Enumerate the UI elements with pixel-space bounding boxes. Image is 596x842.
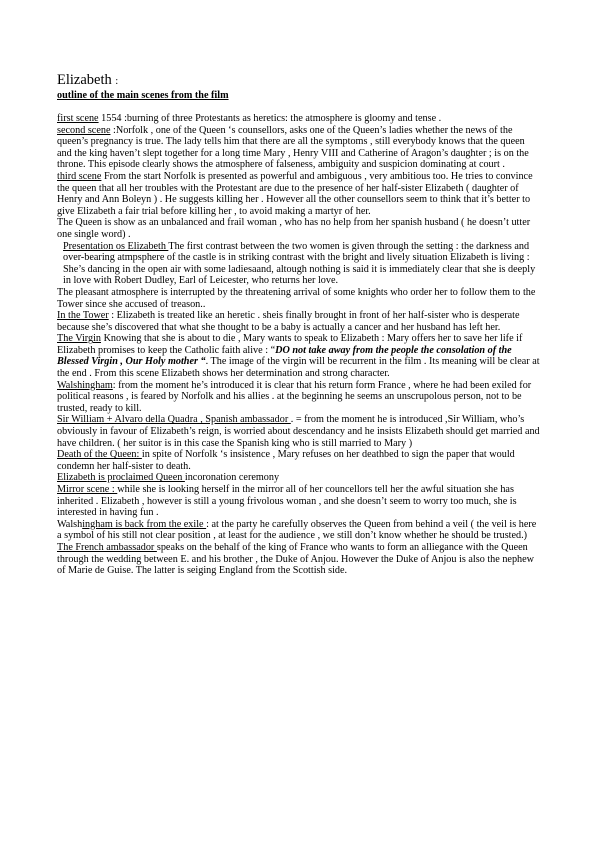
paragraph-text: From the start Norfolk is presented as powerful and ambiguous , very ambitious too. He tries to convince the queen that all her troubles with the Protestant are due to the presence of her half-sister Elizabeth ( daughter of Henry and Ann Boleyn ) . He suggests killing her . However all the other counsellors seem to think that it’s better to give Elizabeth a fair trial before killing her , to avoid making a martyr of her. bbox=[57, 170, 533, 217]
scene-heading: Walshingham bbox=[57, 379, 113, 391]
paragraph-the-virgin bbox=[57, 333, 541, 379]
paragraph-text: 1554 :burning of three Protestants as heretics: the atmosphere is gloomy and tense . bbox=[98, 113, 442, 124]
paragraph-third-scene bbox=[57, 171, 541, 217]
paragraph-death-of-queen bbox=[57, 449, 541, 472]
paragraph-second-scene bbox=[57, 125, 541, 171]
title-text: Elizabeth bbox=[57, 72, 112, 88]
paragraph-first-scene bbox=[57, 113, 541, 125]
title-colon: : bbox=[115, 76, 119, 87]
paragraph-sir-william bbox=[57, 414, 541, 449]
paragraph-walshingham bbox=[57, 380, 541, 415]
paragraph-text: The pleasant atmosphere is interrupted by the threatening arrival of some knights who order her to follow them to the Tower since she accused of treason.. bbox=[57, 286, 536, 310]
paragraph-text: in spite of Norfolk ‘s insistence , Mary refuses on her deathbed to sign the paper that would condemn her half-sister to death. bbox=[57, 449, 515, 472]
paragraph-text: : from the moment he’s introduced it is clear that his return form France , where he had been exiled for political reasons , is feared by Norfolk and his allies . at the beginning he seems an unscrupolous person, not to be trusted, ready to kill. bbox=[57, 379, 532, 414]
paragraph-text: incoronation ceremony bbox=[184, 472, 280, 484]
paragraph-text: Knowing that she is about to die , Mary wants to speak to Elizabeth : Mary offers her to save her life if Elizabeth promises to keep the Catholic faith alive : “ bbox=[57, 333, 523, 356]
scene-heading: The Virgin bbox=[57, 333, 102, 345]
paragraph-text: The first contrast between the two women is given through the setting : the darkness and over-bearing atmpsphere of the castle is in striking contrast with the bright and lively situation Elizabeth is living : She’s dancing in the open air with some ladiesaand, altough nothing is said it is immediately clear that she is deeply in love with Robert Dudley, Earl of Leicester, who returns her love. bbox=[63, 240, 536, 287]
document-title bbox=[57, 72, 541, 90]
paragraph-queen-description bbox=[57, 217, 541, 240]
paragraph-mirror-scene bbox=[57, 484, 541, 519]
scene-heading: Elizabeth is proclaimed Queen bbox=[57, 472, 185, 484]
scene-heading: second scene bbox=[57, 124, 111, 136]
paragraph-walshingham-back bbox=[57, 519, 541, 542]
paragraph-tail: . The image of the virgin will be recurrent in the film . Its meaning will be clear at the end . From this scene Elizabeth shows her determination and strong character. bbox=[57, 356, 540, 380]
paragraph-in-the-tower bbox=[57, 310, 541, 333]
scene-heading: In the Tower bbox=[57, 310, 109, 322]
scene-heading: third scene bbox=[57, 170, 102, 182]
paragraph-pleasant-atmosphere bbox=[57, 287, 541, 310]
scene-heading: ingham is back from the exile bbox=[82, 518, 207, 530]
paragraph-proclaimed-queen bbox=[57, 472, 541, 484]
document-subtitle: outline of the main scenes from the film bbox=[57, 90, 229, 101]
paragraph-text: : at the party he carefully observes the Queen from behind a veil ( the veil is here a symbol of his still not clear position , at least for the audience , we still don’t know whether he should be trusted.) bbox=[57, 518, 537, 542]
scene-heading-plain: Walsh bbox=[57, 518, 83, 530]
paragraph-text: speaks on the behalf of the king of France who wants to form an alliegance with the Queen through the wedding between E. and his brother , the Duke of Anjou. However the Duke of Anjou is also the nephew of Marie de Guise. The latter is seiging England from the Scottish side. bbox=[57, 541, 535, 577]
paragraph-text: : Elizabeth is treated like an heretic . sheis finally brought in front of her half-sister who is desperate because she’s discovered that what she thought to be a baby is actually a cancer and her husband has left her. bbox=[57, 310, 520, 333]
paragraph-text: :Norfolk , one of the Queen ‘s counsellors, asks one of the Queen’s ladies whether the news of the queen’s pregnancy is true. The lady tells him that there are all the symptoms , still everybody knows that the queen and the king haven’t slept together for a long time Mary , Henry VIII and Catherine of Aragon’s daughter ; is on the throne. This episode clearly shows the atmosphere of falseness, ambiguity and suspicion dominating at court . bbox=[57, 124, 529, 171]
scene-heading: The French ambassador bbox=[57, 541, 157, 553]
paragraph-text: The Queen is show as an unbalanced and frail woman , who has no help from her spanish husband ( he doesn’t utter one single word) . bbox=[57, 217, 531, 240]
paragraph-text: . = from the moment he is introduced ,Sir William, who’s obviously in favour of Elizabeth’s reign, is worried about descendancy and he insists Elizabeth should get married and have children. ( her suitor is in this case the Spanish king who is still married to Mary ) bbox=[57, 414, 540, 449]
quote-text: DO not take away from the people the consolation of the Blessed Virgin , Our Holy mother “ bbox=[57, 344, 512, 368]
paragraph-presentation-elizabeth bbox=[57, 241, 541, 287]
scene-heading: Death of the Queen: bbox=[57, 449, 142, 461]
scene-heading: Presentation os Elizabeth bbox=[63, 240, 169, 252]
scene-heading: first scene bbox=[57, 113, 99, 124]
scene-heading: Sir William + Alvaro della Quadra , Spanish ambassador bbox=[57, 414, 291, 426]
document-body bbox=[57, 72, 541, 577]
paragraph-text: while she is looking herself in the mirror all of her councellors tell her the awful situation she has inherited . Elizabeth , however is still a young frivolous woman , and she doesn’t seem to worry too much, she is interested in having fun . bbox=[57, 484, 517, 519]
scene-heading: Mirror scene : bbox=[57, 484, 118, 495]
paragraph-french-ambassador bbox=[57, 542, 541, 577]
